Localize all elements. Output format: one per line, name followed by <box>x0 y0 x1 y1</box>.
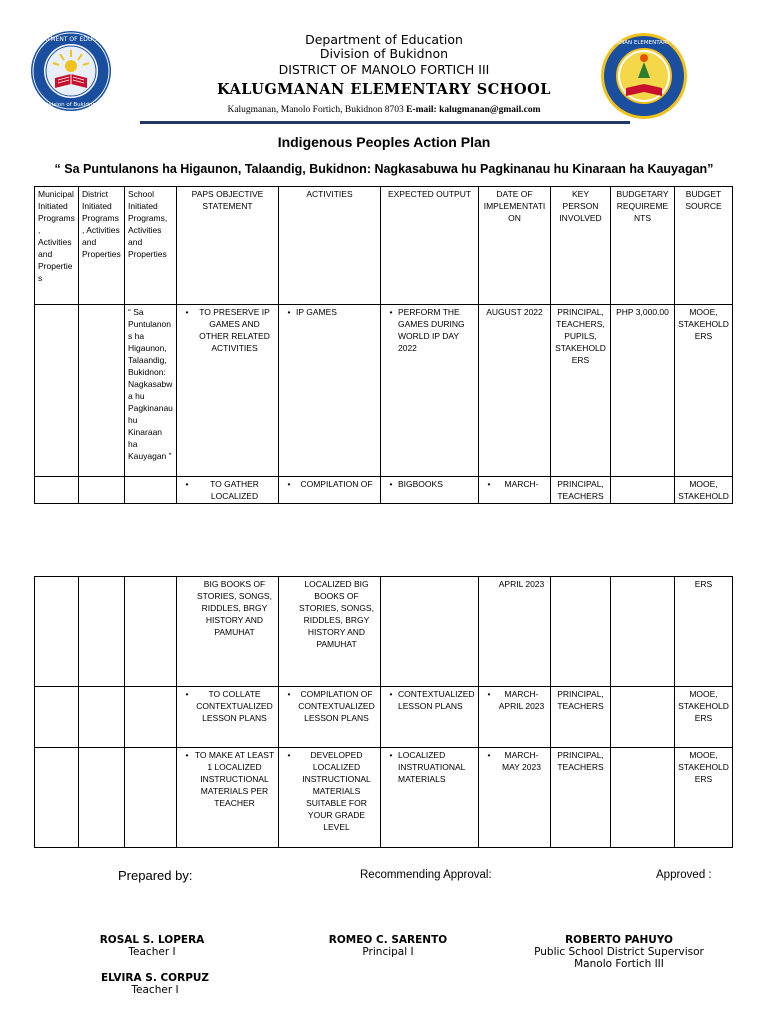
cell-objective: • TO GATHER LOCALIZED <box>177 477 279 504</box>
cell-source: MOOE, STAKEHOLD <box>675 477 733 504</box>
header-municipal: Municipal Initiated Programs, Activities and Properties <box>35 187 79 305</box>
header-school: School Initiated Programs, Activities and Properties <box>125 187 177 305</box>
signatory-approved <box>514 934 724 970</box>
activity-text: COMPILATION OF CONTEXTUALIZED LESSON PLANS <box>298 689 375 723</box>
recommending-approval-label: Recommending Approval: <box>360 869 492 881</box>
cell-source: MOOE, STAKEHOLDERS <box>675 748 733 848</box>
table-header-row <box>35 187 733 305</box>
activity-text: IP GAMES <box>296 307 337 317</box>
cell-district <box>79 748 125 848</box>
cell-source: ERS <box>675 577 733 687</box>
cell-date: AUGUST 2022 <box>479 305 551 477</box>
cell-activity <box>279 577 381 687</box>
cell-objective: • TO PRESERVE IP GAMES AND OTHER RELATED ACTIVITIES <box>177 305 279 477</box>
date-text: APRIL 2023 <box>498 579 545 589</box>
cell-school <box>125 748 177 848</box>
table-row <box>35 687 733 748</box>
cell-objective: • TO MAKE AT LEAST 1 LOCALIZED INSTRUCTIONAL MATERIALS PER TEACHER <box>177 748 279 848</box>
objective-text: TO PRESERVE IP GAMES AND OTHER RELATED ACTIVITIES <box>199 307 270 353</box>
cell-budget <box>611 687 675 748</box>
cell-date: • MARCH- <box>479 477 551 504</box>
cell-output: • CONTEXTUALIZED LESSON PLANS <box>381 687 479 748</box>
signatory-recommending <box>308 934 468 958</box>
cell-output: • LOCALIZED INSTRUATIONAL MATERIALS <box>381 748 479 848</box>
cell-school <box>125 477 177 504</box>
cell-date: • MARCH-MAY 2023 <box>479 748 551 848</box>
school-address <box>0 105 768 115</box>
cell-output <box>381 577 479 687</box>
signatory-prepared-2 <box>72 972 238 996</box>
cell-budget <box>611 577 675 687</box>
signatory-role: Principal I <box>362 946 414 958</box>
activity-text: LOCALIZED BIG BOOKS OF STORIES, SONGS, RIDDLES, BRGY HISTORY AND PAMUHAT <box>299 579 374 649</box>
cell-date <box>479 577 551 687</box>
signatory-role: Teacher I <box>131 984 179 996</box>
header-district: DISTRICT OF MANOLO FORTICH III <box>278 62 490 77</box>
action-plan-table-page1 <box>34 186 733 504</box>
cell-school <box>125 577 177 687</box>
table-row <box>35 748 733 848</box>
table-row <box>35 477 733 504</box>
cell-municipal <box>35 687 79 748</box>
cell-district <box>79 305 125 477</box>
activity-text: COMPILATION OF <box>300 479 373 489</box>
header-persons: KEY PERSON INVOLVED <box>551 187 611 305</box>
cell-activity: • IP GAMES <box>279 305 381 477</box>
cell-persons: PRINCIPAL, TEACHERS, PUPILS, STAKEHOLDERS <box>551 305 611 477</box>
objective-text: TO MAKE AT LEAST 1 LOCALIZED INSTRUCTIONAL MATERIALS PER TEACHER <box>194 750 275 808</box>
signatory-name: ROMEO C. SARENTO <box>328 934 448 946</box>
header-output: EXPECTED OUTPUT <box>381 187 479 305</box>
signatory-name: ROBERTO PAHUYO <box>565 934 673 946</box>
header-source: BUDGET SOURCE <box>675 187 733 305</box>
signatory-role: Public School District Supervisor <box>534 946 704 958</box>
signatory-prepared-1 <box>72 934 232 958</box>
cell-source: MOOE, STAKEHOLDERS <box>675 305 733 477</box>
cell-output: • BIGBOOKS <box>381 477 479 504</box>
cell-budget <box>611 477 675 504</box>
objective-text: TO GATHER LOCALIZED <box>210 479 259 501</box>
approved-label: Approved : <box>656 869 712 881</box>
header-budget: BUDGETARY REQUIREMENTS <box>611 187 675 305</box>
cell-activity: • COMPILATION OF CONTEXTUALIZED LESSON PLANS <box>279 687 381 748</box>
objective-text: TO COLLATE CONTEXTUALIZED LESSON PLANS <box>196 689 273 723</box>
page-subtitle: “ Sa Puntulanons ha Higaunon, Talaandig, Bukidnon: Nagkasabuwa hu Pagkinanau hu Kinaraan ha Kauyagan” <box>54 162 714 176</box>
activity-text: DEVELOPED LOCALIZED INSTRUCTIONAL MATERIALS SUITABLE FOR YOUR GRADE LEVEL <box>302 750 371 832</box>
cell-activity: • DEVELOPED LOCALIZED INSTRUCTIONAL MATERIALS SUITABLE FOR YOUR GRADE LEVEL <box>279 748 381 848</box>
cell-persons: PRINCIPAL, TEACHERS <box>551 687 611 748</box>
left-seal-ring-bottom: Division of Bukidnon <box>42 102 100 108</box>
cell-district <box>79 477 125 504</box>
cell-municipal <box>35 577 79 687</box>
table-row <box>35 305 733 477</box>
output-text: LOCALIZED INSTRUATIONAL MATERIALS <box>398 750 466 784</box>
cell-school: “ Sa Puntulanons ha Higaunon, Talaandig, Bukidnon: Nagkasabwa hu Pagkinanau hu Kinaraan ha Kauyagan ” <box>125 305 177 477</box>
signatory-name: ELVIRA S. CORPUZ <box>100 972 210 984</box>
left-seal-ring-top: DEPARTMENT OF EDUCATION <box>27 36 115 43</box>
header-district: District Initiated Programs, Activities and Properties <box>79 187 125 305</box>
cell-district <box>79 577 125 687</box>
output-text: CONTEXTUALIZED LESSON PLANS <box>398 689 475 711</box>
cell-persons <box>551 577 611 687</box>
address-text: Kalugmanan, Manolo Fortich, Bukidnon 8703 <box>227 105 404 115</box>
signatory-name: ROSAL S. LOPERA <box>99 934 205 946</box>
cell-source: MOOE, STAKEHOLDERS <box>675 687 733 748</box>
date-text: MARCH-APRIL 2023 <box>498 689 545 711</box>
cell-objective: • TO COLLATE CONTEXTUALIZED LESSON PLANS <box>177 687 279 748</box>
cell-municipal <box>35 748 79 848</box>
signatory-role: Manolo Fortich III <box>574 958 664 970</box>
cell-budget <box>611 748 675 848</box>
cell-budget: PHP 3,000.00 <box>611 305 675 477</box>
prepared-by-label: Prepared by: <box>118 868 193 883</box>
cell-district <box>79 687 125 748</box>
output-text: PERFORM THE GAMES DURING WORLD IP DAY 2022 <box>398 307 465 353</box>
action-plan-table-page2 <box>34 576 733 848</box>
header-department: Department of Education <box>305 32 463 47</box>
cell-municipal <box>35 305 79 477</box>
cell-output: • PERFORM THE GAMES DURING WORLD IP DAY 2022 <box>381 305 479 477</box>
header-rule <box>140 121 630 124</box>
cell-school <box>125 687 177 748</box>
cell-persons: PRINCIPAL, TEACHERS <box>551 477 611 504</box>
table-row <box>35 577 733 687</box>
output-text: BIGBOOKS <box>398 479 443 489</box>
date-text: MARCH- <box>504 479 539 489</box>
school-name: KALUGMANAN ELEMENTARY SCHOOL <box>217 81 551 98</box>
header-division: Division of Bukidnon <box>319 46 449 61</box>
date-text: MARCH-MAY 2023 <box>502 750 541 772</box>
header-date: DATE OF IMPLEMENTATION <box>479 187 551 305</box>
cell-activity: • COMPILATION OF <box>279 477 381 504</box>
cell-objective <box>177 577 279 687</box>
header-objective: PAPS OBJECTIVE STATEMENT <box>177 187 279 305</box>
cell-persons: PRINCIPAL, TEACHERS <box>551 748 611 848</box>
cell-date: • MARCH-APRIL 2023 <box>479 687 551 748</box>
cell-municipal <box>35 477 79 504</box>
page-title: Indigenous Peoples Action Plan <box>277 134 491 150</box>
signatory-role: Teacher I <box>128 946 176 958</box>
right-seal-ring-top: KALUGMANAN ELEMENTARY SCHOOL <box>593 40 695 46</box>
email-text: E-mail: kalugmanan@gmail.com <box>406 105 541 115</box>
objective-text: BIG BOOKS OF STORIES, SONGS, RIDDLES, BRGY HISTORY AND PAMUHAT <box>197 579 272 637</box>
header-activities: ACTIVITIES <box>279 187 381 305</box>
